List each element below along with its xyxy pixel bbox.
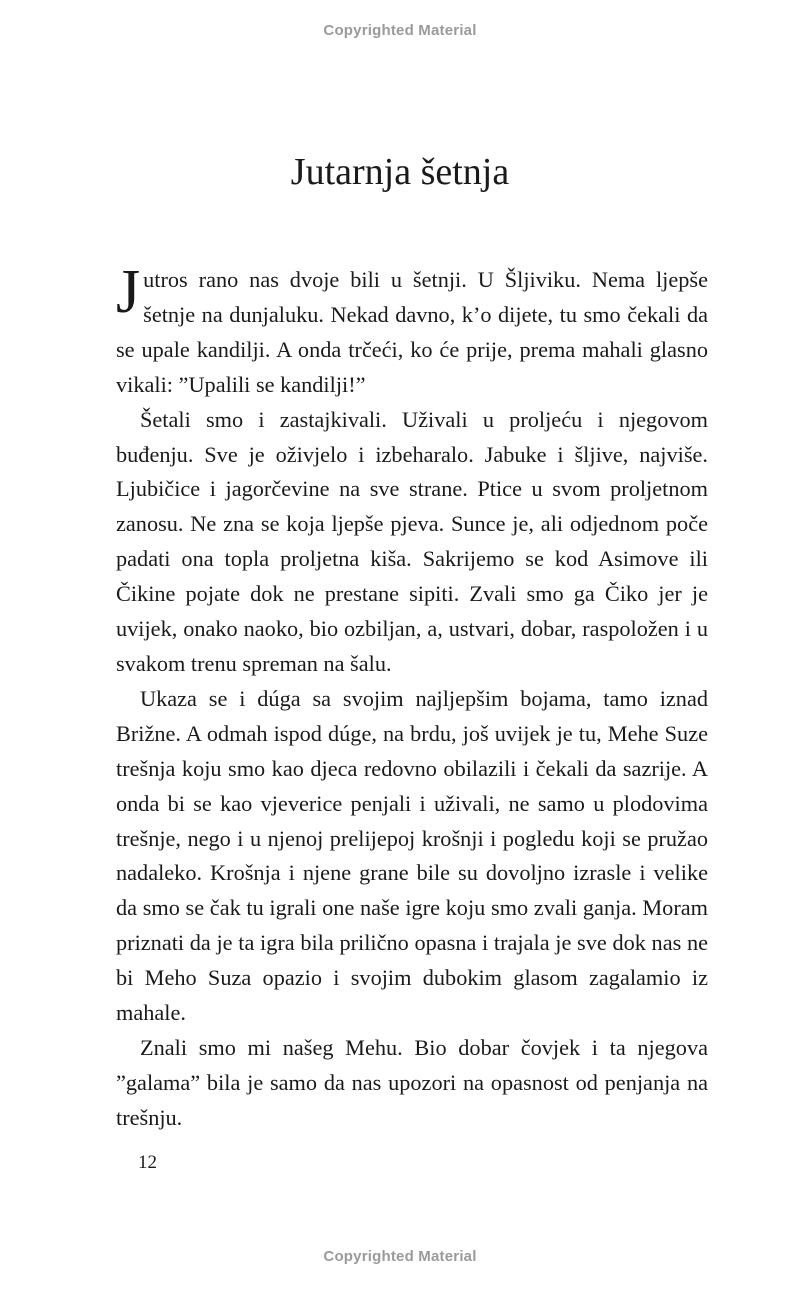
paragraph-2: Šetali smo i zastajkivali. Uživali u proljeću i njegovom buđenju. Sve je oživjelo i izbeharalo. Jabuke i šljive, najviše. Ljubičice i jagorčevine na sve strane. Ptice u svom proljetnom zanosu. Ne zna se koja ljepše pjeva. Sunce je, ali odjednom poče padati ona topla proljetna kiša. Sakrijemo se kod Asimove ili Čikine pojate dok ne prestane sipiti. Zvali smo ga Čiko jer je uvijek, onako naoko, bio ozbiljan, a, ustvari, dobar, raspoložen i u svakom trenu spreman na šalu. — [116, 406, 708, 676]
paragraph-1 — [116, 258, 708, 403]
paragraph-3: Ukaza se i dúga sa svojim najljepšim bojama, tamo iznad Brižne. A odmah ispod dúge, na brdu, još uvijek je tu, Mehe Suze trešnja koju smo kao djeca redovno obilazili i čekali da sazrije. A onda bi se kao vjeverice penjali i uživali, ne samo u plodovima trešnje, nego i u njenoj prelijepoj krošnji i pogledu koji se pružao nadaleko. Krošnja i njene grane bile su dovoljno izrasle i velike da smo se čak tu igrali one naše igre koju smo zvali ganja. Moram priznati da je ta igra bila prilično opasna i trajala je sve dok nas ne bi Meho Suza opazio i svojim dubokim glasom zagalamio iz mahale. — [116, 685, 708, 1026]
paragraph-1-text: utros rano nas dvoje bili u šetnji. U Šljiviku. Nema ljepše šetnje na dunjaluku. Nekad davno, k’o dijete, tu smo čekali da se upale kandilji. A onda trčeći, ko će prije, prema mahali glasno vikali: ”Upalili se kandilji!” — [116, 267, 708, 397]
paragraph-4: Znali smo mi našeg Mehu. Bio dobar čovjek i ta njegova ”galama” bila je samo da nas upozori na opasnost od penjanja na trešnju. — [116, 1034, 708, 1130]
copyright-watermark-bottom: Copyrighted Material — [323, 1248, 477, 1265]
chapter-title: Jutarnja šetnja — [290, 151, 510, 193]
copyright-watermark-top: Copyrighted Material — [323, 22, 477, 39]
drop-cap: J — [116, 258, 141, 326]
body-text — [116, 258, 708, 1136]
page-number: 12 — [138, 1152, 157, 1173]
